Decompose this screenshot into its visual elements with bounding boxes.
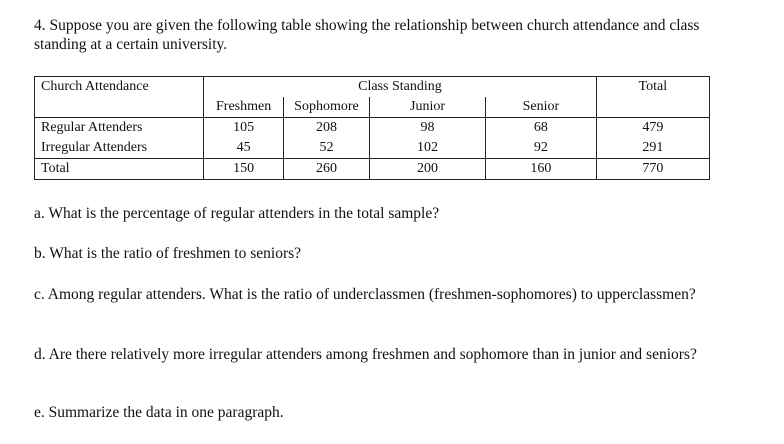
question-c: c. Among regular attenders. What is the ratio of underclassmen (freshmen-sophomores) to upperclassmen? xyxy=(34,286,696,303)
question-a: a. What is the percentage of regular attenders in the total sample? xyxy=(34,205,440,222)
question-e: e. Summarize the data in one paragraph. xyxy=(34,404,284,421)
table-cell: 200 xyxy=(369,159,485,180)
question-d: d. Are there relatively more irregular attenders among freshmen and sophomore than in junior and seniors? xyxy=(34,346,697,363)
table-cell-total: 479 xyxy=(596,118,709,139)
row-label-total: Total xyxy=(35,159,204,180)
subheader-blank xyxy=(35,97,204,118)
table-subheader-row xyxy=(35,97,710,118)
table-cell: 52 xyxy=(284,138,370,159)
table-cell: 160 xyxy=(486,159,596,180)
table-cell: 208 xyxy=(284,118,370,139)
table-cell: 105 xyxy=(204,118,284,139)
table-cell: 68 xyxy=(486,118,596,139)
table-row xyxy=(35,159,710,180)
column-header-sophomore: Sophomore xyxy=(284,97,370,118)
question-b: b. What is the ratio of freshmen to seniors? xyxy=(34,245,302,262)
subheader-total-blank xyxy=(596,97,709,118)
table-row xyxy=(35,138,710,159)
table-cell: 150 xyxy=(204,159,284,180)
column-header-senior: Senior xyxy=(486,97,596,118)
column-header-junior: Junior xyxy=(369,97,485,118)
header-church-attendance: Church Attendance xyxy=(35,77,204,98)
row-label-irregular: Irregular Attenders xyxy=(35,138,204,159)
attendance-table-container xyxy=(34,76,710,180)
table-cell-total: 291 xyxy=(596,138,709,159)
table-cell: 102 xyxy=(369,138,485,159)
column-header-freshmen: Freshmen xyxy=(204,97,284,118)
row-label-regular: Regular Attenders xyxy=(35,118,204,139)
table-row xyxy=(35,118,710,139)
attendance-table xyxy=(34,76,710,180)
table-cell: 98 xyxy=(369,118,485,139)
table-cell: 92 xyxy=(486,138,596,159)
table-cell: 260 xyxy=(284,159,370,180)
table-header-row xyxy=(35,77,710,98)
question-intro: 4. Suppose you are given the following table showing the relationship between church attendance and class standing at a certain university. xyxy=(34,17,700,53)
header-class-standing: Class Standing xyxy=(204,77,596,98)
header-total: Total xyxy=(596,77,709,98)
table-cell-total: 770 xyxy=(596,159,709,180)
table-cell: 45 xyxy=(204,138,284,159)
